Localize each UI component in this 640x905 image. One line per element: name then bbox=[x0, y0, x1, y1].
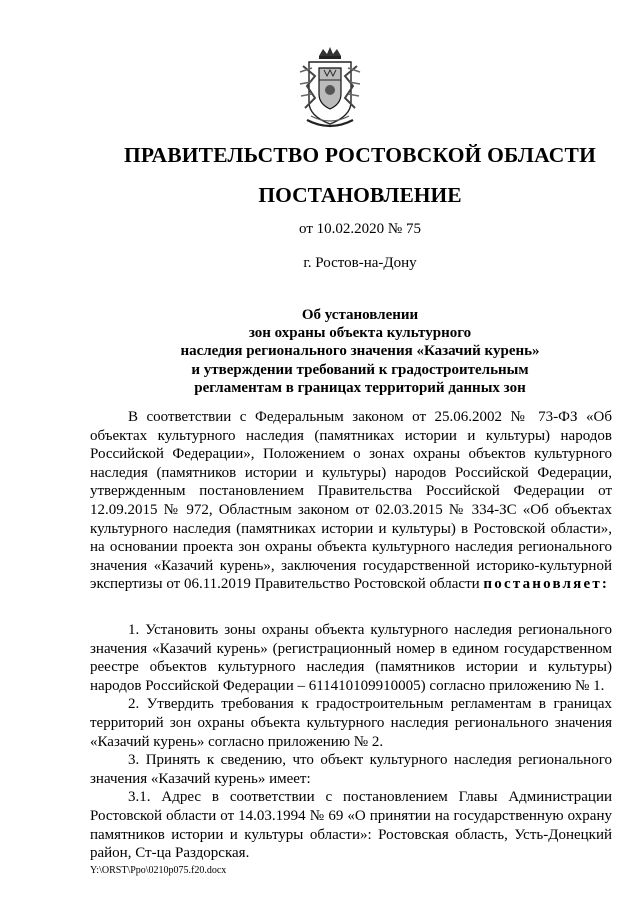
government-title: ПРАВИТЕЛЬСТВО РОСТОВСКОЙ ОБЛАСТИ bbox=[123, 143, 596, 167]
file-path-footer: Y:\ORST\Ppo\0210p075.f20.docx bbox=[90, 865, 227, 876]
resolution-item: 2. Утвердить требования к градостроительным регламентам в границах территорий зон охраны объекта культурного наследия регионального значения «Казачий курень» согласно приложению № 2. bbox=[90, 696, 612, 750]
resolution-item: 3.1. Адрес в соответствии с постановлением Главы Администрации Ростовской области от 14.03.1994 № 69 «О принятии на государственную охрану памятников истории и культуры области»: Ростовская область, Усть-Донецкий район, Ст-ца Раздорская. bbox=[90, 789, 612, 862]
document-subject bbox=[90, 306, 630, 397]
subject-line: Об установлении bbox=[301, 307, 419, 323]
document-type: ПОСТАНОВЛЕНИЕ bbox=[258, 183, 462, 207]
subject-line: наследия регионального значения «Казачий курень» bbox=[180, 343, 540, 360]
resolution-item: 3. Принять к сведению, что объект культурного наследия регионального значения «Казачий курень» имеет: bbox=[90, 752, 612, 787]
subject-line: и утверждении требований к градостроительным bbox=[191, 361, 529, 378]
preamble-paragraph bbox=[90, 408, 612, 594]
resolution-items bbox=[90, 621, 612, 863]
subject-line: зон охраны объекта культурного bbox=[248, 325, 472, 342]
subject-line: регламентам в границах территорий данных зон bbox=[194, 379, 526, 396]
resolves-word: постановляет: bbox=[483, 576, 610, 593]
coat-of-arms-icon bbox=[297, 46, 363, 132]
resolution-item: 1. Установить зоны охраны объекта культурного наследия регионального значения «Казачий курень» (регистрационный номер в едином государственном реестре объектов культурного наследия (памятников истории и культуры) народов Российской Федерации – 611410109910005) согласно приложению № 1. bbox=[90, 622, 612, 694]
document-city: г. Ростов-на-Дону bbox=[303, 255, 417, 271]
preamble bbox=[90, 408, 612, 594]
preamble-text: В соответствии с Федеральным законом от 25.06.2002 № 73-ФЗ «Об объектах культурного наследия (памятниках истории и культуры) народов Российской Федерации», Положением о зонах охраны объектов культурного наследия (памятников истории и культуры) народов Российской Федерации, утвержденным постановлением Правительства Российской Федерации от 12.09.2015 № 972, Областным законом от 02.03.2015 № 334-ЗС «Об объектах культурного наследия (памятниках истории и культуры) в Ростовской области», на основании проекта зон охраны объекта культурного наследия регионального значения «Казачий курень», заключения государственной историко-культурной экспертизы от 06.11.2019 Правительство Ростовской области bbox=[90, 409, 612, 593]
document-date-number: от 10.02.2020 № 75 bbox=[299, 221, 421, 237]
